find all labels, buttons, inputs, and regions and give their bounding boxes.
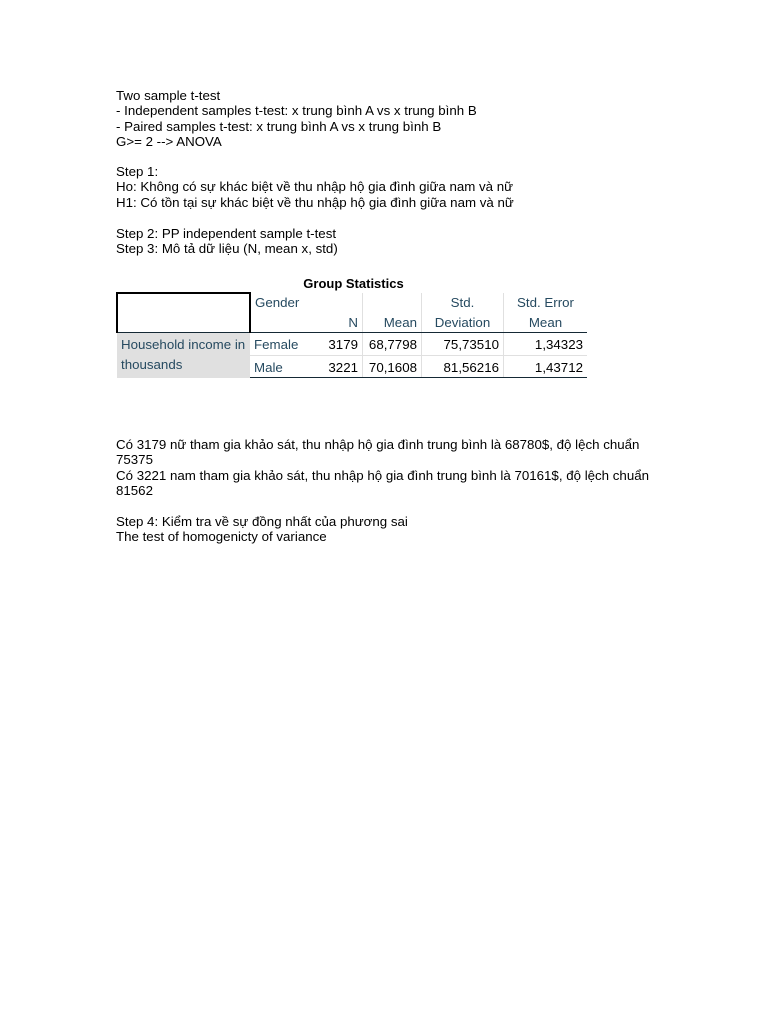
table-title: Group Statistics bbox=[303, 276, 404, 291]
intro-line-4: G>= 2 --> ANOVA bbox=[116, 134, 222, 150]
cell-gender: Male bbox=[250, 355, 304, 378]
header-n: N bbox=[304, 293, 363, 333]
step1-title: Step 1: bbox=[116, 164, 159, 179]
cell-n: 3179 bbox=[304, 333, 363, 356]
step3-text: Step 3: Mô tả dữ liệu (N, mean x, std) bbox=[116, 241, 338, 257]
intro-line-2: - Independent samples t-test: x trung bình A vs x trung bình B bbox=[116, 103, 477, 119]
cell-gender: Female bbox=[250, 333, 304, 356]
step2-3-block bbox=[116, 226, 656, 257]
step4-subtitle: The test of homogenicty of variance bbox=[116, 529, 327, 545]
cell-std-error-mean: 1,34323 bbox=[504, 333, 588, 356]
summary-female: Có 3179 nữ tham gia khảo sát, thu nhập hộ gia đình trung bình là 68780$, độ lệch chuẩn 75375 bbox=[116, 437, 640, 468]
intro-line-1: Two sample t-test bbox=[116, 88, 221, 103]
hypothesis-null: Ho: Không có sự khác biệt về thu nhập hộ gia đình giữa nam và nữ bbox=[116, 179, 514, 195]
cell-std-error-mean: 1,43712 bbox=[504, 355, 588, 378]
intro-line-3: - Paired samples t-test: x trung bình A vs x trung bình B bbox=[116, 118, 442, 134]
step4-block bbox=[116, 514, 656, 545]
cell-mean: 68,7798 bbox=[363, 333, 422, 356]
cell-std-deviation: 81,56216 bbox=[422, 355, 504, 378]
row-label: Household income in thousands bbox=[117, 333, 250, 378]
cell-n: 3221 bbox=[304, 355, 363, 378]
group-statistics-table bbox=[116, 292, 587, 378]
summary-male: Có 3221 nam tham gia khảo sát, thu nhập hộ gia đình trung bình là 70161$, độ lệch chuẩn 81562 bbox=[116, 467, 650, 499]
table-row bbox=[117, 333, 587, 356]
table-corner-cell bbox=[117, 293, 250, 333]
hypothesis-alt: H1: Có tồn tại sự khác biệt về thu nhập hộ gia đình giữa nam và nữ bbox=[116, 194, 514, 210]
header-gender: Gender bbox=[250, 293, 304, 333]
header-std-error-mean: Std. Error Mean bbox=[504, 293, 588, 333]
cell-std-deviation: 75,73510 bbox=[422, 333, 504, 356]
header-mean: Mean bbox=[363, 293, 422, 333]
step2-text: Step 2: PP independent sample t-test bbox=[116, 226, 337, 241]
step1-block bbox=[116, 164, 656, 210]
step4-title: Step 4: Kiểm tra về sự đồng nhất của phương sai bbox=[116, 514, 408, 529]
intro-block bbox=[116, 88, 656, 150]
cell-mean: 70,1608 bbox=[363, 355, 422, 378]
header-std-deviation: Std. Deviation bbox=[422, 293, 504, 333]
summary-block bbox=[116, 437, 656, 499]
